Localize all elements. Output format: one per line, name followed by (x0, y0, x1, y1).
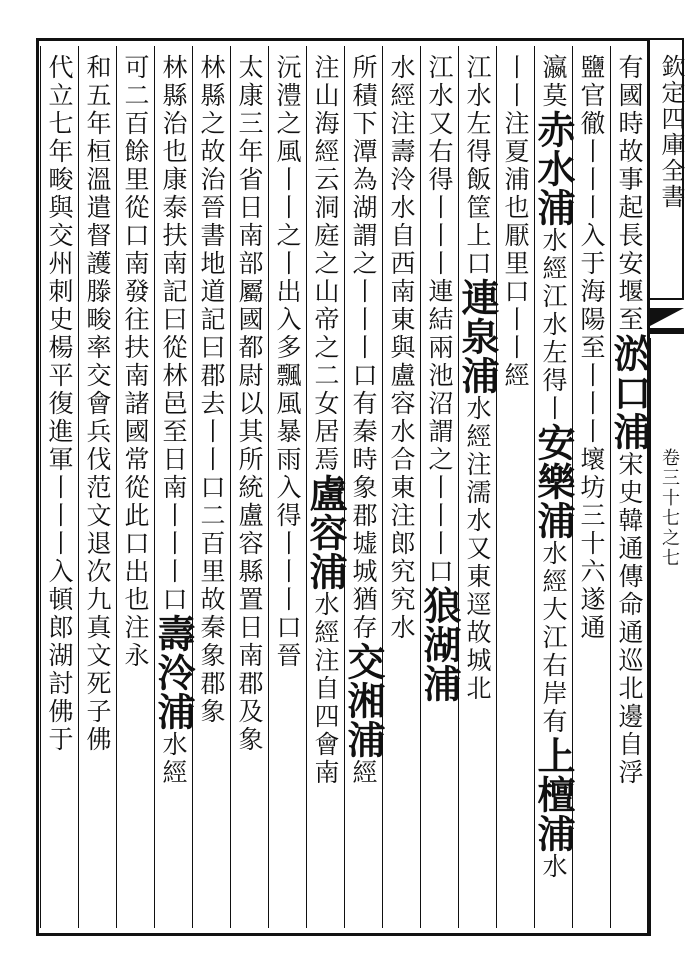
text-segment: 陽至丨丨丨壞坊三十六遂通 (577, 306, 606, 642)
column-rule (192, 46, 193, 928)
column-rule (610, 46, 611, 928)
text-segment: 注永 (121, 614, 150, 670)
column-rule (78, 46, 79, 928)
text-column (417, 54, 462, 924)
text-segment: 水經注壽泠水自西南東與盧容水合東注郎究究水 (387, 54, 416, 642)
text-segment: 經 (501, 362, 530, 390)
text-column (270, 54, 304, 924)
text-segment: 厭里口丨丨 (501, 222, 530, 362)
entry-heading: 赤水浦 (531, 110, 576, 227)
entry-heading: 淤口浦 (607, 334, 652, 451)
text-column (531, 54, 576, 924)
text-segment: 林縣之故治晉書地道記曰郡去丨丨口二百里故秦象郡象 (197, 54, 226, 726)
text-column (42, 54, 76, 924)
entry-heading: 盧容浦 (303, 474, 348, 591)
text-segment: 代立七年畯與交州刺史楊平復進軍丨丨丨入頓郎湖討佛于 (45, 54, 74, 754)
text-segment: 所積下潭為湖謂之丨丨丨口有秦時象郡墟城猶存 (349, 54, 378, 642)
column-rule (382, 46, 383, 928)
text-segment: 水經江水左得丨 (539, 227, 568, 423)
entry-heading: 連泉浦 (455, 278, 500, 395)
text-segment: 水經注濡水又東逕故城北 (463, 395, 492, 703)
text-segment: 江水左得飯筐上口 (463, 54, 492, 278)
column-rule (268, 46, 269, 928)
entry-heading: 安樂浦 (531, 423, 576, 540)
margin-title-box (650, 38, 684, 300)
column-rule (230, 46, 231, 928)
text-segment: 連結兩池沼謂之丨丨丨口 (425, 278, 454, 586)
text-column (574, 54, 608, 924)
text-segment: 鹽官徹丨丨丨入于海 (577, 54, 606, 306)
text-segment: 沅澧之風丨丨之丨出入多飄風暴雨 (273, 54, 302, 474)
book-title: 欽定四庫全書 (657, 54, 685, 210)
text-segment: 水 (539, 853, 568, 881)
juan-number: 卷三十七之七 (659, 448, 680, 568)
text-column (194, 54, 228, 924)
text-segment: 江水又右得丨丨丨 (425, 54, 454, 278)
text-column (498, 54, 532, 924)
text-segment: 太康三年省日南部屬國都尉以其所統盧容縣置日南郡及象 (235, 54, 264, 754)
text-segment: 水經 (159, 731, 188, 787)
entry-heading: 交湘浦 (341, 642, 386, 759)
text-segment: 水經注自四會南 (311, 591, 340, 787)
text-segment: 入得丨丨丨口晉 (273, 474, 302, 670)
text-segment: 有國時故事起長安堰至 (615, 54, 644, 334)
text-column (118, 54, 152, 924)
fishtail-bar (650, 328, 684, 334)
text-segment: 瀛 (539, 54, 568, 82)
page-margin (650, 38, 689, 936)
text-column (607, 54, 652, 924)
text-column (303, 54, 348, 924)
text-segment: 莫 (539, 82, 568, 110)
column-rule (40, 46, 41, 928)
column-rule (496, 46, 497, 928)
entry-heading: 上檀浦 (531, 736, 576, 853)
text-column (341, 54, 386, 924)
entry-heading: 壽泠浦 (151, 614, 196, 731)
text-segment: 丨丨注夏浦也 (501, 54, 530, 222)
text-segment: 注山海經云洞庭之山帝之二女居焉 (311, 54, 340, 474)
text-column (455, 54, 500, 924)
text-segment: 可二百餘里從口南發往扶南諸國常從此口出也 (121, 54, 150, 614)
column-rule (458, 46, 459, 928)
text-column (384, 54, 418, 924)
text-segment: 經 (349, 759, 378, 787)
text-segment: 林縣治也康泰扶南記曰從林邑至日南丨丨丨口 (159, 54, 188, 614)
entry-heading: 狼湖浦 (417, 586, 462, 703)
column-rule (154, 46, 155, 928)
text-column (232, 54, 266, 924)
text-segment: 水經大江右岸有 (539, 540, 568, 736)
column-rule (420, 46, 421, 928)
fishtail-mark (650, 308, 684, 326)
text-column (151, 54, 196, 924)
text-column (80, 54, 114, 924)
text-segment: 宋史韓通傳命通巡北邊自浮 (615, 451, 644, 787)
text-segment: 和五年桓溫遣督護滕畯率交會兵伐范文退次九真文死子佛 (83, 54, 112, 754)
column-rule (116, 46, 117, 928)
